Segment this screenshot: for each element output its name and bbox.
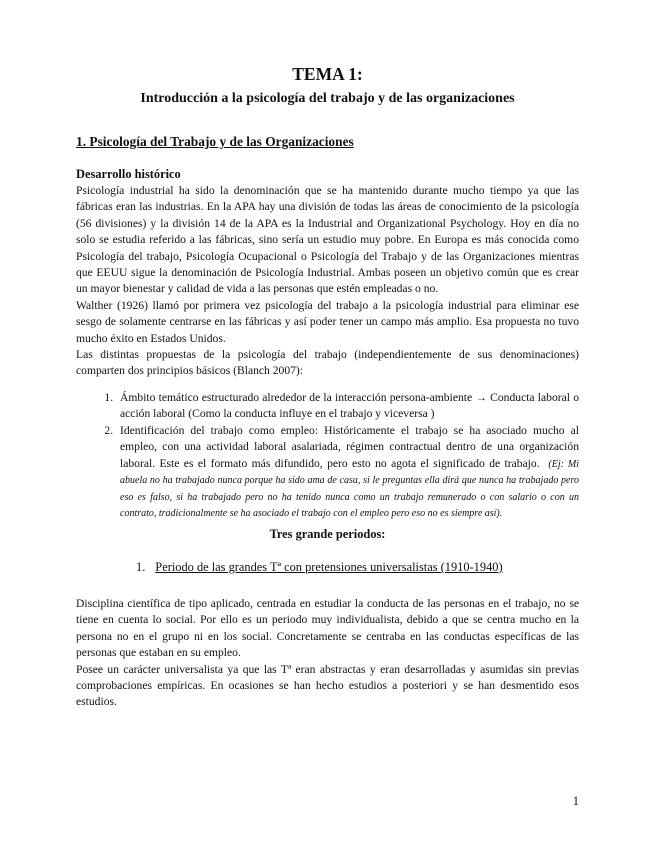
example-note: (Ej: Mi abuela no ha trabajado nunca porque ha sido ama de casa, si le preguntas ella dirá que nunca ha trabajado pero eso es falso, si ha trabajado pero no ha tenido nunca como un trabajo remunerado o con salario o con un contrato, tradicionalmente se ha asociado el trabajo con el empleo pero eso no es siempre así). <box>120 458 580 520</box>
paragraph-principles-intro: Las distintas propuestas de la psicología del trabajo (independientemente de sus denominaciones) comparten dos principios básicos (Blanch 2007): <box>76 348 579 378</box>
periods-heading: Tres grande periodos: <box>269 526 386 541</box>
page-number: 1 <box>572 794 579 808</box>
paragraph-period-description: Disciplina científica de tipo aplicado, centrada en estudiar la conducta de las personas en el trabajo, no se tiene en cuenta lo social. Por ello es un periodo muy individualista, debido a que se centra mucho en la persona no en el grupo ni en los social. Concretamente se centraba en las conductas específicas de las personas que estaban en su empleo. <box>76 596 579 660</box>
period-number: 1. <box>136 559 146 574</box>
principles-list <box>76 390 579 522</box>
period-title: Periodo de las grandes Tª con pretensiones universalistas (1910-1940) <box>155 559 503 574</box>
page-subtitle: Introducción a la psicología del trabajo y de las organizaciones <box>140 91 515 106</box>
paragraph-universalist: Posee un carácter universalista ya que las Tª eran abstractas y eran desarrolladas y asumidas sin previas comprobaciones empíricas. En ocasiones se han hecho estudios a posteriori y se han desmentido esos estudios. <box>76 662 579 709</box>
paragraph-walther: Walther (1926) llamó por primera vez psicología del trabajo a la psicología industrial para eliminar ese sesgo de solamente centrarse en las fábricas y así poder tener un campo más amplio. Esa propuesta no tuvo mucho éxito en Estados Unidos. <box>76 298 579 345</box>
subsection-heading: Desarrollo histórico <box>76 167 181 181</box>
paragraph-history: Psicología industrial ha sido la denominación que se ha mantenido durante mucho tiempo ya que las fábricas eran las industrias. En la APA hay una división de todas las áreas de conocimiento de la psicología (56 divisiones) y la división 14 de la APA es la Industrial and Organizational Psychology. Hoy en día no solo se estudia referido a las fábricas, sino sería un estudio muy pobre. En Europa es más conocida como Psicología del trabajo, Psicología Ocupacional o Psicología del Trabajo y de las Organizaciones mientras que EEUU sigue la denominación de Psicología Industrial. Ambas poseen un objetivo común que es crear un mayor bienestar y calidad de vida a las personas que estén empleadas o no. <box>76 184 579 296</box>
section-heading: 1. Psicología del Trabajo y de las Organizaciones <box>76 134 354 149</box>
period-heading <box>76 559 579 576</box>
list-item: 2. Identificación del trabajo como empleo: Históricamente el trabajo se ha asociado mucho al empleo, con una actividad laboral asalariada, régimen contractual dentro de una organización laboral. Este es el formato más difundido, pero esto no agota el significado de trabajo. (Ej: Mi abuela no ha trabajado nunca porque ha sido ama de casa, si le preguntas ella dirá que nunca ha trabajado pero eso es falso, si ha trabajado pero no ha tenido nunca como un trabajo remunerado o con salario o con un contrato, tradicionalmente se ha asociado el trabajo con el empleo pero eso no es siempre así). <box>116 423 579 522</box>
page-title: TEMA 1: <box>292 64 363 84</box>
list-item: 1. Ámbito temático estructurado alrededor de la interacción persona-ambiente → Conducta laboral o acción laboral (Como la conducta influye en el trabajo y viceversa ) <box>116 390 579 423</box>
